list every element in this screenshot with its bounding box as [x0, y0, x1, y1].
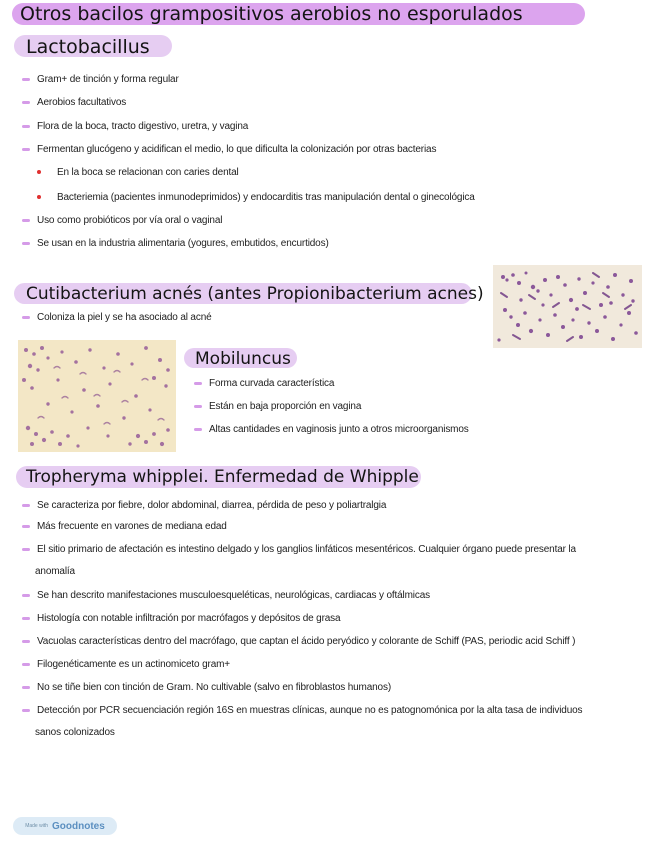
list-item: Gram+ de tinción y forma regular — [22, 71, 179, 87]
bullet-dash — [22, 525, 30, 528]
bullet-dash — [22, 686, 30, 689]
tropheryma-heading: Tropheryma whipplei. Enfermedad de Whipple — [26, 467, 419, 487]
list-item: Aerobios facultativos — [22, 94, 126, 110]
bullet-dash — [22, 316, 30, 319]
list-item: Más frecuente en varones de mediana edad — [22, 518, 227, 534]
bullet-dot — [37, 195, 41, 199]
list-item-continuation: sanos colonizados — [35, 727, 115, 738]
lactobacillus-heading: Lactobacillus — [26, 36, 150, 58]
made-with-label: Made with — [25, 823, 48, 829]
list-item-continuation: anomalía — [35, 566, 75, 577]
list-item: Histología con notable infiltración por macrófagos y depósitos de grasa — [22, 610, 340, 626]
list-item: No se tiñe bien con tinción de Gram. No cultivable (salvo en fibroblastos humanos) — [22, 679, 391, 695]
list-item: Están en baja proporción en vagina — [194, 398, 361, 414]
cutibacterium-heading: Cutibacterium acnés (antes Propionibacterium acnes) — [26, 284, 484, 304]
bullet-dash — [22, 101, 30, 104]
bullet-dash — [22, 617, 30, 620]
list-item: El sitio primario de afectación es intestino delgado y los ganglios linfáticos mesentéricos. Cualquier órgano puede presentar la — [22, 541, 576, 557]
bullet-dash — [22, 242, 30, 245]
made-with-goodnotes-badge — [13, 817, 117, 835]
bullet-dash — [22, 548, 30, 551]
bullet-dash — [194, 382, 202, 385]
bullet-dash — [22, 78, 30, 81]
list-item: Se han descrito manifestaciones musculoesqueléticas, neurológicas, cardiacas y oftálmicas — [22, 587, 430, 603]
list-item: Flora de la boca, tracto digestivo, uretra, y vagina — [22, 118, 248, 134]
bullet-dash — [22, 640, 30, 643]
list-item: Vacuolas características dentro del macrófago, que captan el ácido peryódico y colorante de Schiff (PAS, periodic acid Schiff ) — [22, 633, 575, 649]
mobiluncus-micrograph — [18, 340, 176, 452]
cutibacterium-micrograph — [493, 265, 642, 348]
bullet-dash — [22, 125, 30, 128]
list-item: Uso como probióticos por vía oral o vaginal — [22, 212, 222, 228]
bullet-dash — [22, 709, 30, 712]
mobiluncus-heading: Mobiluncus — [195, 349, 291, 369]
page-title: Otros bacilos grampositivos aerobios no esporulados — [20, 3, 523, 25]
list-item: Detección por PCR secuenciación región 16S en muestras clínicas, aunque no es patognomónica por la alta tasa de individuos — [22, 702, 582, 718]
bullet-dash — [22, 148, 30, 151]
sub-list-item: Bacteriemia (pacientes inmunodeprimidos) y endocarditis tras manipulación dental o ginecológica — [37, 189, 475, 205]
list-item: Forma curvada característica — [194, 375, 334, 391]
list-item: Filogenéticamente es un actinomiceto gram+ — [22, 656, 230, 672]
bullet-dash — [194, 428, 202, 431]
goodnotes-logo: Goodnotes — [52, 820, 105, 832]
bullet-dash — [22, 219, 30, 222]
sub-list-item: En la boca se relacionan con caries dental — [37, 164, 239, 180]
bullet-dot — [37, 170, 41, 174]
list-item: Se usan en la industria alimentaria (yogures, embutidos, encurtidos) — [22, 235, 329, 251]
bullet-dash — [22, 663, 30, 666]
list-item: Se caracteriza por fiebre, dolor abdominal, diarrea, pérdida de peso y poliartralgia — [22, 497, 386, 513]
bullet-dash — [22, 594, 30, 597]
list-item: Coloniza la piel y se ha asociado al acné — [22, 309, 212, 325]
bullet-dash — [22, 504, 30, 507]
list-item: Fermentan glucógeno y acidifican el medio, lo que dificulta la colonización por otras bacterias — [22, 141, 436, 157]
bullet-dash — [194, 405, 202, 408]
list-item: Altas cantidades en vaginosis junto a otros microorganismos — [194, 421, 469, 437]
